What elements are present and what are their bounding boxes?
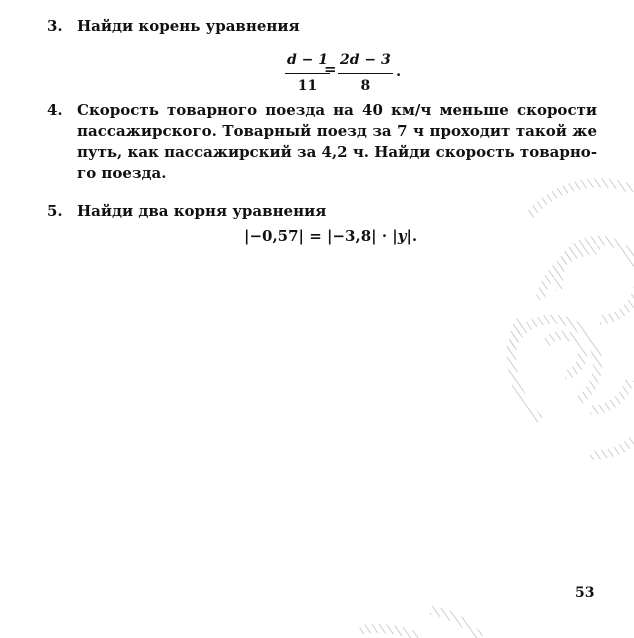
denominator: 11 [297, 78, 318, 94]
equation-left: |−0,57| = |−3,8| · | [244, 227, 398, 245]
equation-variable: y [397, 227, 407, 245]
problem-number: 3. [47, 17, 63, 35]
numerator: 2d − 3 [338, 50, 393, 74]
problem-number: 5. [47, 202, 63, 220]
numerator: d − 1 [285, 50, 330, 74]
text-line: Скорость товарного поезда на 40 км/ч меньше скорости [77, 101, 597, 119]
text-line: путь, как пассажирский за 4,2 ч. Найди скорость товарно- [77, 143, 598, 161]
equation [244, 226, 417, 247]
text-line: пассажирского. Товарный поезд за 7 ч проходит такой же [77, 122, 597, 140]
period: . [396, 62, 402, 80]
problem-text: Найди корень уравнения [77, 17, 300, 35]
problem-3 [47, 16, 607, 96]
fraction-right [338, 50, 393, 97]
equals-sign: = [324, 60, 337, 78]
text-line: го поезда. [77, 164, 167, 182]
equation-right: |. [406, 227, 418, 245]
problem-4 [47, 100, 607, 190]
problem-text: Найди два корня уравнения [77, 202, 327, 220]
page-number: 53 [575, 585, 595, 601]
problem-number: 4. [47, 101, 63, 119]
problem-text [77, 100, 597, 184]
problem-5 [47, 201, 607, 251]
denominator: 8 [360, 78, 371, 94]
